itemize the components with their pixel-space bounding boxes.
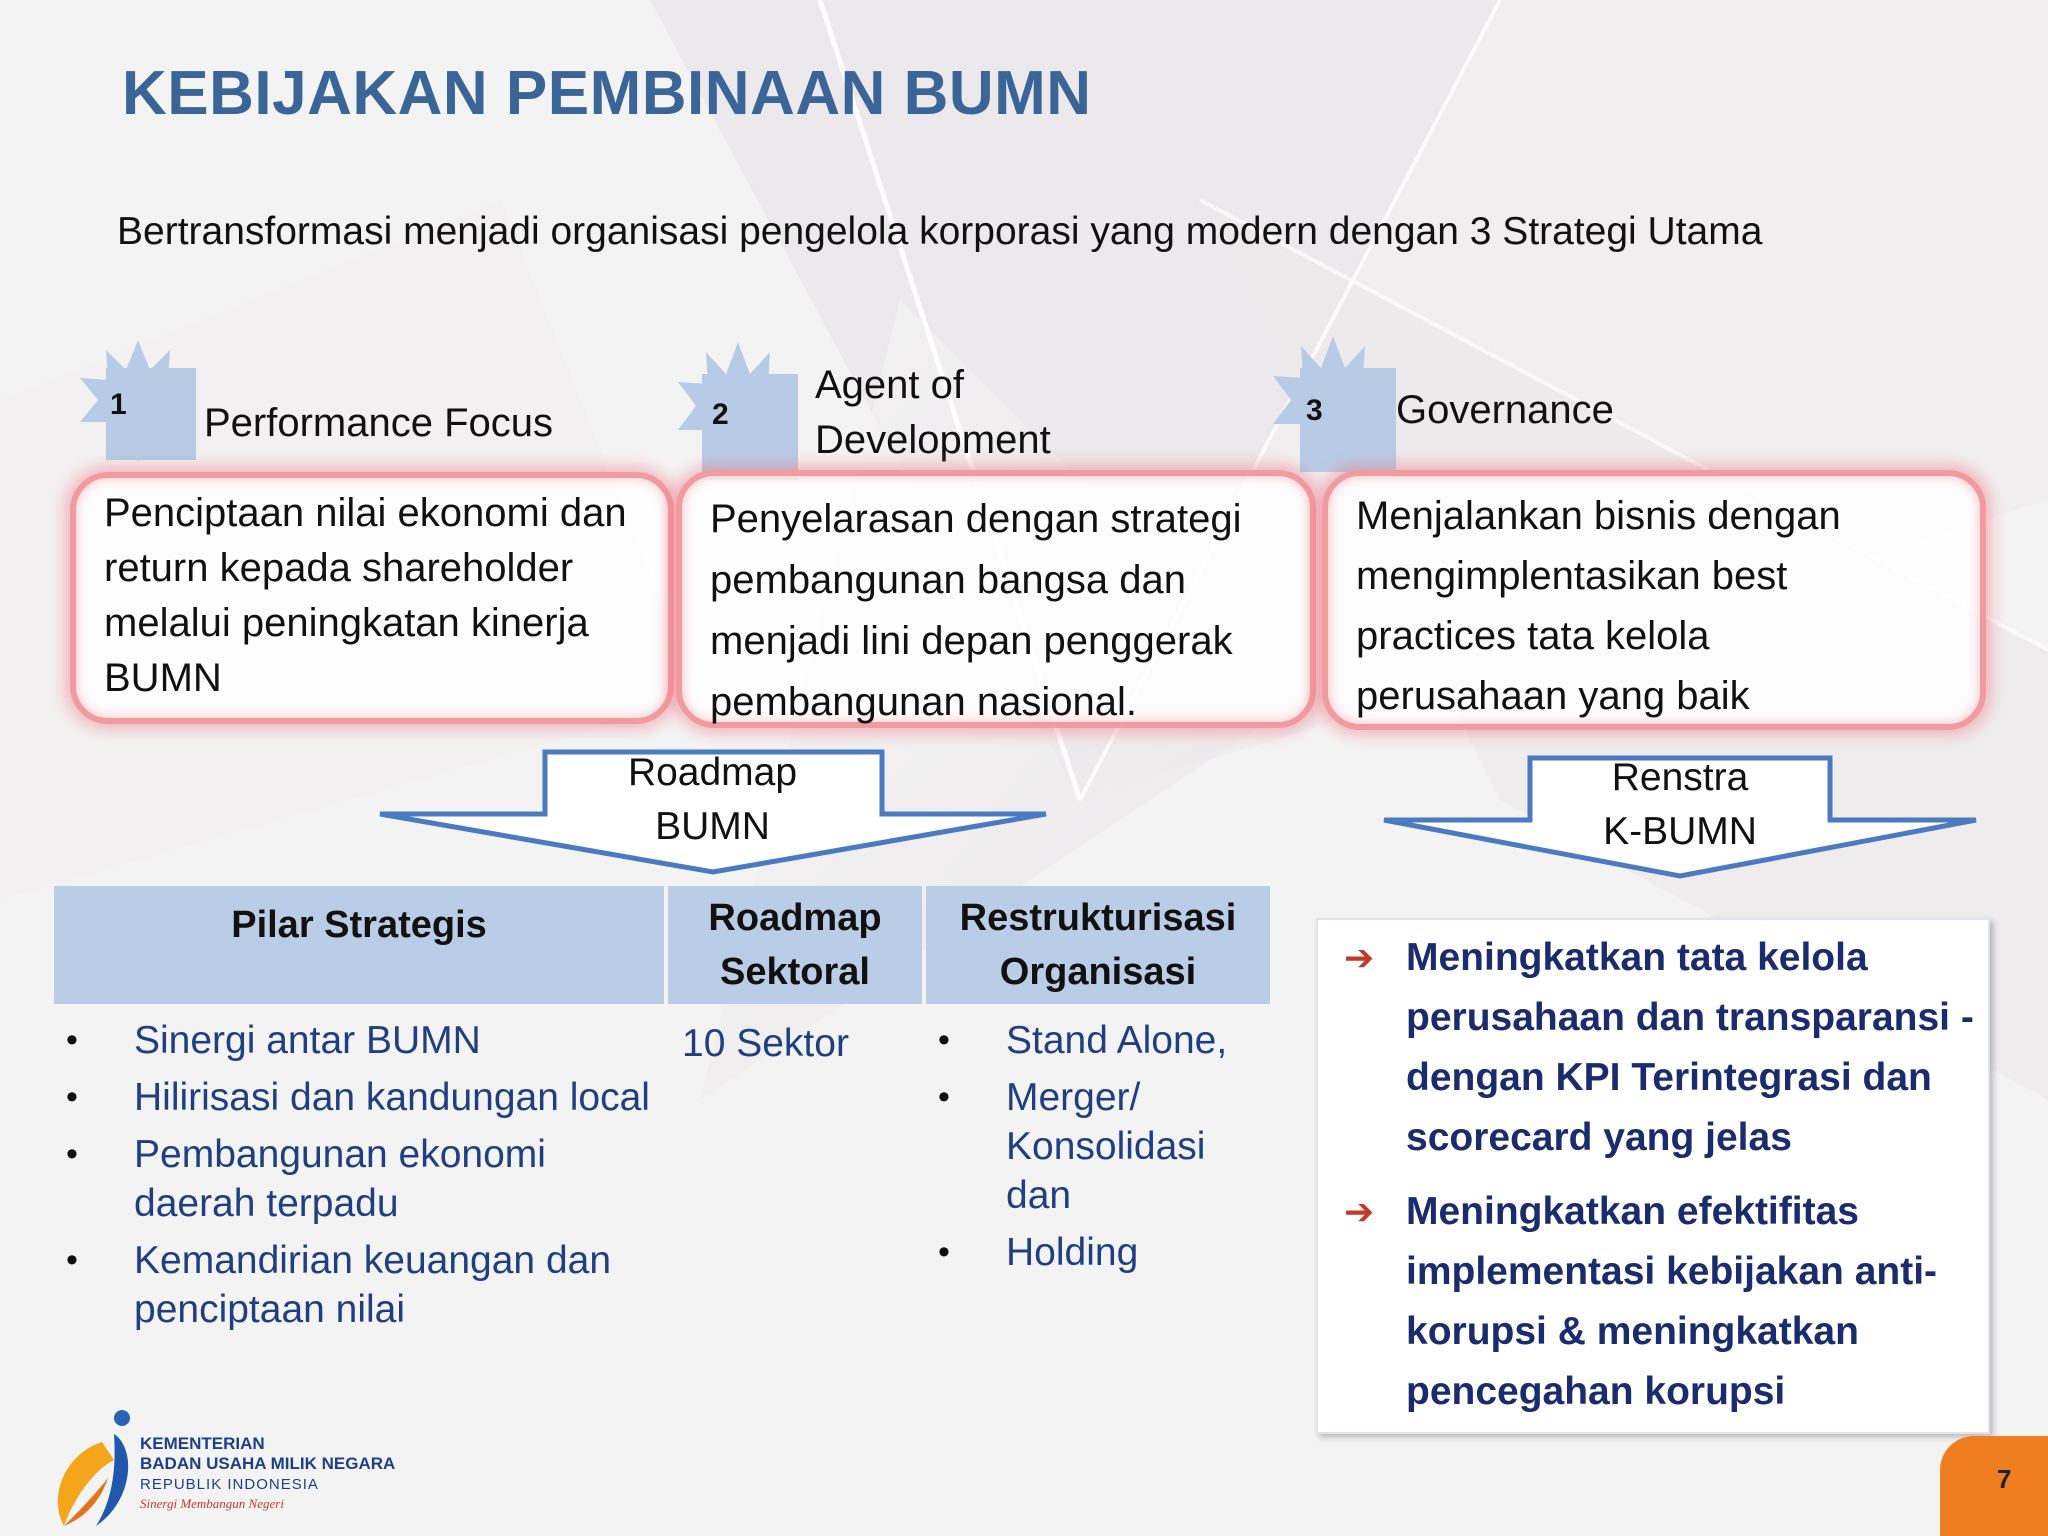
roadmap-sektoral-value: 10 Sektor xyxy=(682,1022,849,1065)
list-item: • Merger/ Konsolidasi dan xyxy=(938,1076,1206,1217)
table-header-restrukturisasi-line2: Organisasi xyxy=(999,951,1197,993)
renstra-points-list xyxy=(1318,928,1984,1436)
pillar-1-description: Penciptaan nilai ekonomi dan return kepada shareholder melalui peningkatan kinerja BUMN xyxy=(104,491,627,700)
pillar-3-badge xyxy=(1270,330,1396,480)
pillar-3-label: Governance xyxy=(1396,388,1614,432)
renstra-arrow-label-line2: K-BUMN xyxy=(1603,810,1757,853)
pillar-2-description: Penyelarasan dengan strategi pembangunan bangsa dan menjadi lini depan penggerak pembangunan nasional. xyxy=(710,497,1242,724)
slide-subtitle: Bertransformasi menjadi organisasi pengelola korporasi yang modern dengan 3 Strategi Utama xyxy=(117,210,1763,253)
list-item: ➔ Meningkatkan tata kelola perusahaan dan transparansi - dengan KPI Terintegrasi dan scorecard yang jelas xyxy=(1318,928,1984,1168)
list-item: • Hilirisasi dan kandungan local xyxy=(66,1076,650,1119)
roadmap-arrow-label-line2: BUMN xyxy=(655,805,770,848)
slide-title: KEBIJAKAN PEMBINAAN BUMN xyxy=(122,59,1092,128)
bumn-logo-icon xyxy=(44,1408,144,1532)
list-item: ➔ Meningkatkan efektifitas implementasi kebijakan anti-korupsi & meningkatkan pencegahan korupsi xyxy=(1318,1182,1984,1422)
list-item: • Holding xyxy=(938,1231,1139,1274)
page-number-tab xyxy=(1940,1436,2048,1536)
table-header-restrukturisasi xyxy=(926,886,1270,1004)
list-item: • Kemandirian keuangan dan penciptaan nilai xyxy=(66,1239,612,1331)
bumn-logo xyxy=(44,1408,444,1528)
pillar-1-label: Performance Focus xyxy=(204,401,554,445)
logo-tagline: Sinergi Membangun Negeri xyxy=(140,1496,284,1511)
pillar-2-badge xyxy=(676,336,801,486)
logo-line2: BADAN USAHA MILIK NEGARA xyxy=(140,1454,396,1473)
right-arrow-icon: ➔ xyxy=(1344,1191,1375,1232)
table-header-restrukturisasi-line1: Restrukturisasi xyxy=(959,897,1237,939)
pillar-3-description: Menjalankan bisnis dengan mengimplentasikan best practices tata kelola perusahaan yang baik xyxy=(1356,494,1841,718)
table-header-pilar-text: Pilar Strategis xyxy=(231,904,487,946)
logo-line1: KEMENTERIAN xyxy=(140,1434,265,1453)
pilar-strategis-list xyxy=(54,1016,654,1342)
logo-line3: REPUBLIK INDONESIA xyxy=(140,1476,319,1493)
table-header-roadmap-sektoral xyxy=(668,886,922,1004)
starburst-badge-icon xyxy=(78,330,198,470)
pillar-2-label-line2: Development xyxy=(815,418,1051,462)
roadmap-arrow-label-line1: Roadmap xyxy=(627,751,798,794)
table-header-pilar-strategis xyxy=(54,886,664,1004)
restrukturisasi-list xyxy=(926,1016,1256,1285)
list-item: • Sinergi antar BUMN xyxy=(66,1019,481,1062)
page-number: 7 xyxy=(1997,1464,2012,1494)
table-header-roadmap-line2: Sektoral xyxy=(720,951,870,993)
pillar-1-number: 1 xyxy=(110,388,127,421)
table-header-roadmap-line1: Roadmap xyxy=(708,897,882,939)
pillar-2-number: 2 xyxy=(712,398,729,431)
renstra-arrow-label-line1: Renstra xyxy=(1611,756,1749,799)
pillar-3-number: 3 xyxy=(1306,394,1323,427)
pillar-2-label-line1: Agent of xyxy=(815,363,965,407)
list-item: • Stand Alone, xyxy=(938,1019,1228,1062)
starburst-badge-icon xyxy=(676,336,801,486)
pillar-1-badge xyxy=(78,330,198,470)
starburst-badge-icon xyxy=(1270,330,1396,480)
right-arrow-icon: ➔ xyxy=(1344,937,1375,978)
list-item: • Pembangunan ekonomi daerah terpadu xyxy=(66,1133,546,1225)
